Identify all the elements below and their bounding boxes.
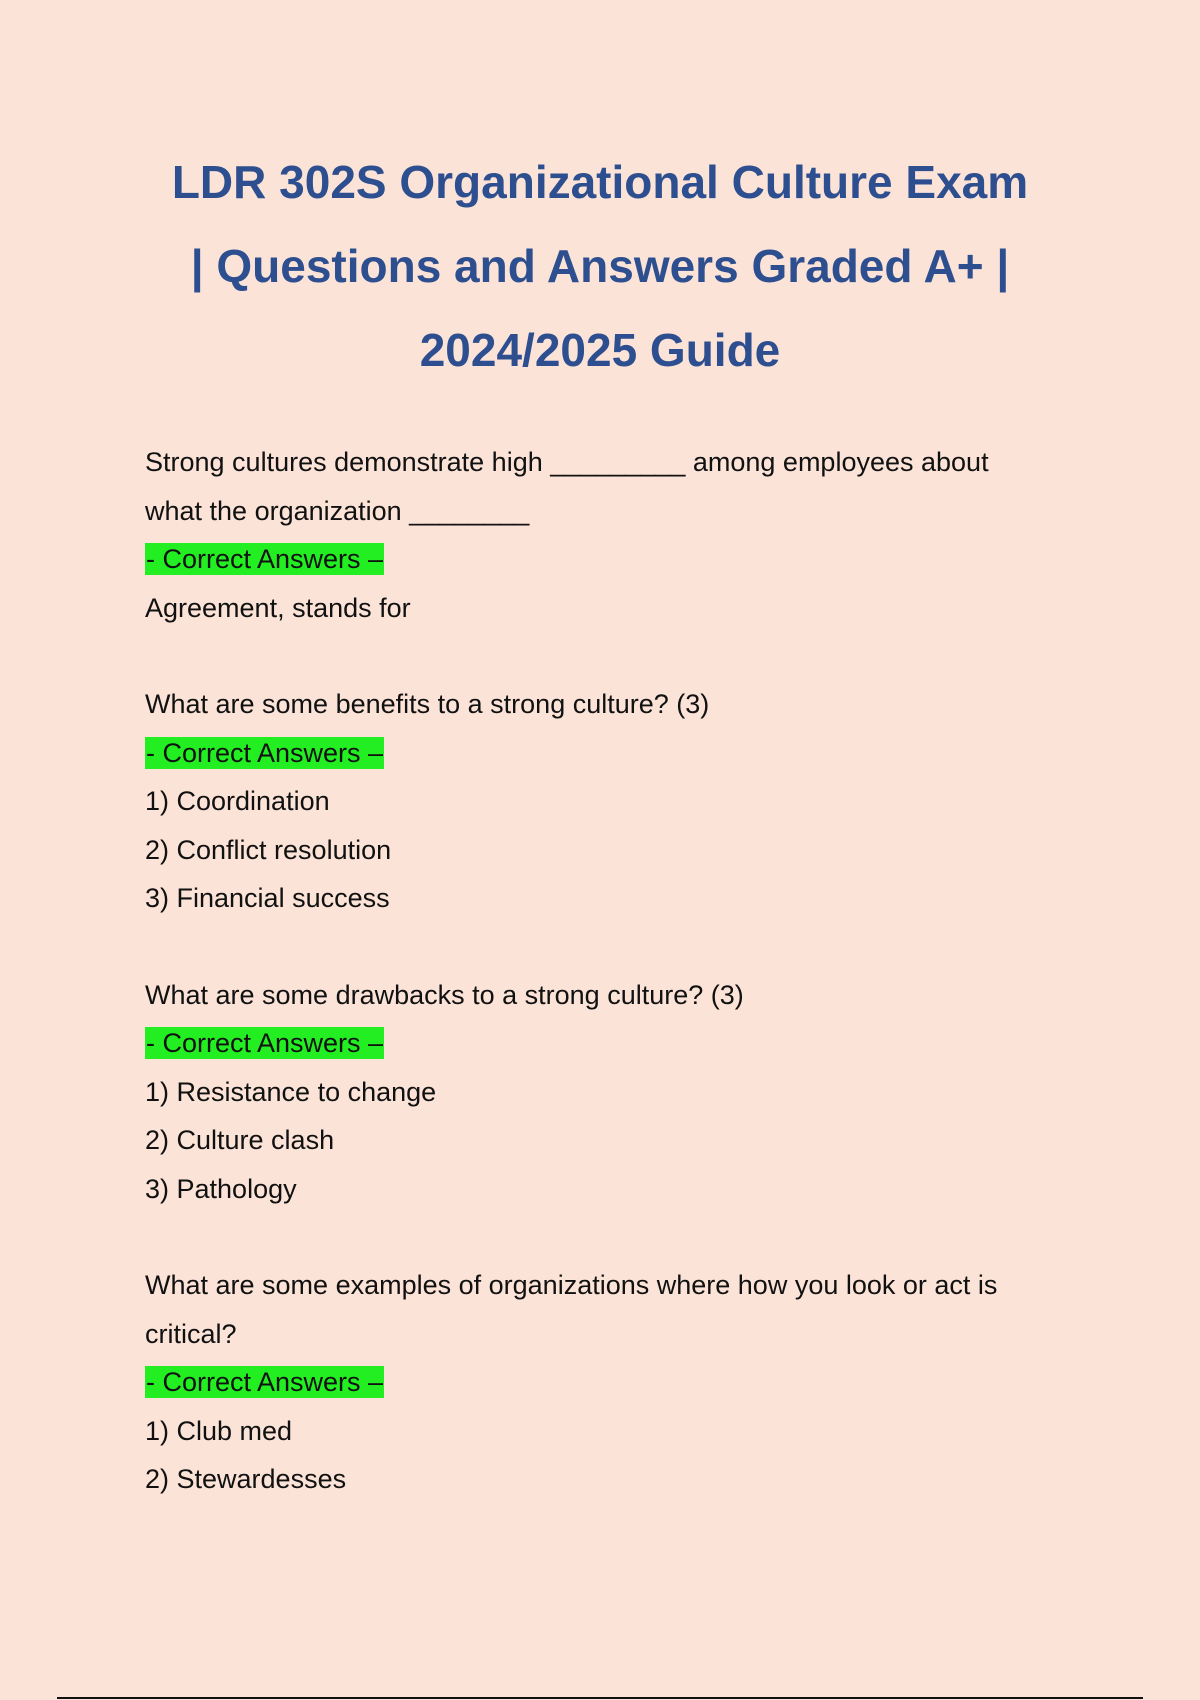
qa-block (145, 971, 1065, 1214)
qa-list (145, 438, 1065, 1504)
qa-block (145, 680, 1065, 923)
question-text: What are some examples of organizations where how you look or act is (145, 1270, 998, 1300)
answer-label-row (145, 1358, 1065, 1407)
title-line: 2024/2025 Guide (419, 324, 781, 376)
answer-label-row (145, 1019, 1065, 1068)
title-line: LDR 302S Organizational Culture Exam (171, 156, 1029, 208)
question-text: Strong cultures demonstrate high _________ among employees about (145, 447, 989, 477)
correct-answers-badge: - Correct Answers – (146, 544, 384, 574)
answer-label-row (145, 535, 1065, 584)
answer-text: 1) Club med (145, 1415, 293, 1446)
title-line: | Questions and Answers Graded A+ | (190, 240, 1010, 292)
question-text: what the organization ________ (145, 495, 530, 526)
answer-text: 1) Resistance to change (145, 1076, 437, 1107)
correct-answers-badge: - Correct Answers – (146, 1367, 384, 1397)
question-text: critical? (145, 1318, 237, 1349)
correct-answers-badge: - Correct Answers – (146, 737, 384, 768)
answer-label-row (145, 729, 1065, 778)
document-title (120, 140, 1080, 392)
answer-text: 2) Stewardesses (145, 1464, 347, 1494)
answer-text: 3) Pathology (145, 1173, 297, 1204)
answer-text: 2) Culture clash (145, 1125, 335, 1155)
answer-text: 1) Coordination (145, 786, 330, 816)
correct-answers-badge: - Correct Answers – (146, 1028, 384, 1058)
footer-divider (57, 1697, 1143, 1699)
qa-block (145, 438, 1065, 632)
question-text: What are some drawbacks to a strong culture? (3) (145, 979, 744, 1010)
question-text: What are some benefits to a strong culture? (3) (145, 689, 710, 719)
answer-text: 2) Conflict resolution (145, 834, 392, 865)
qa-block (145, 1261, 1065, 1504)
answer-text: Agreement, stands for (145, 592, 411, 623)
answer-text: 3) Financial success (145, 883, 390, 913)
